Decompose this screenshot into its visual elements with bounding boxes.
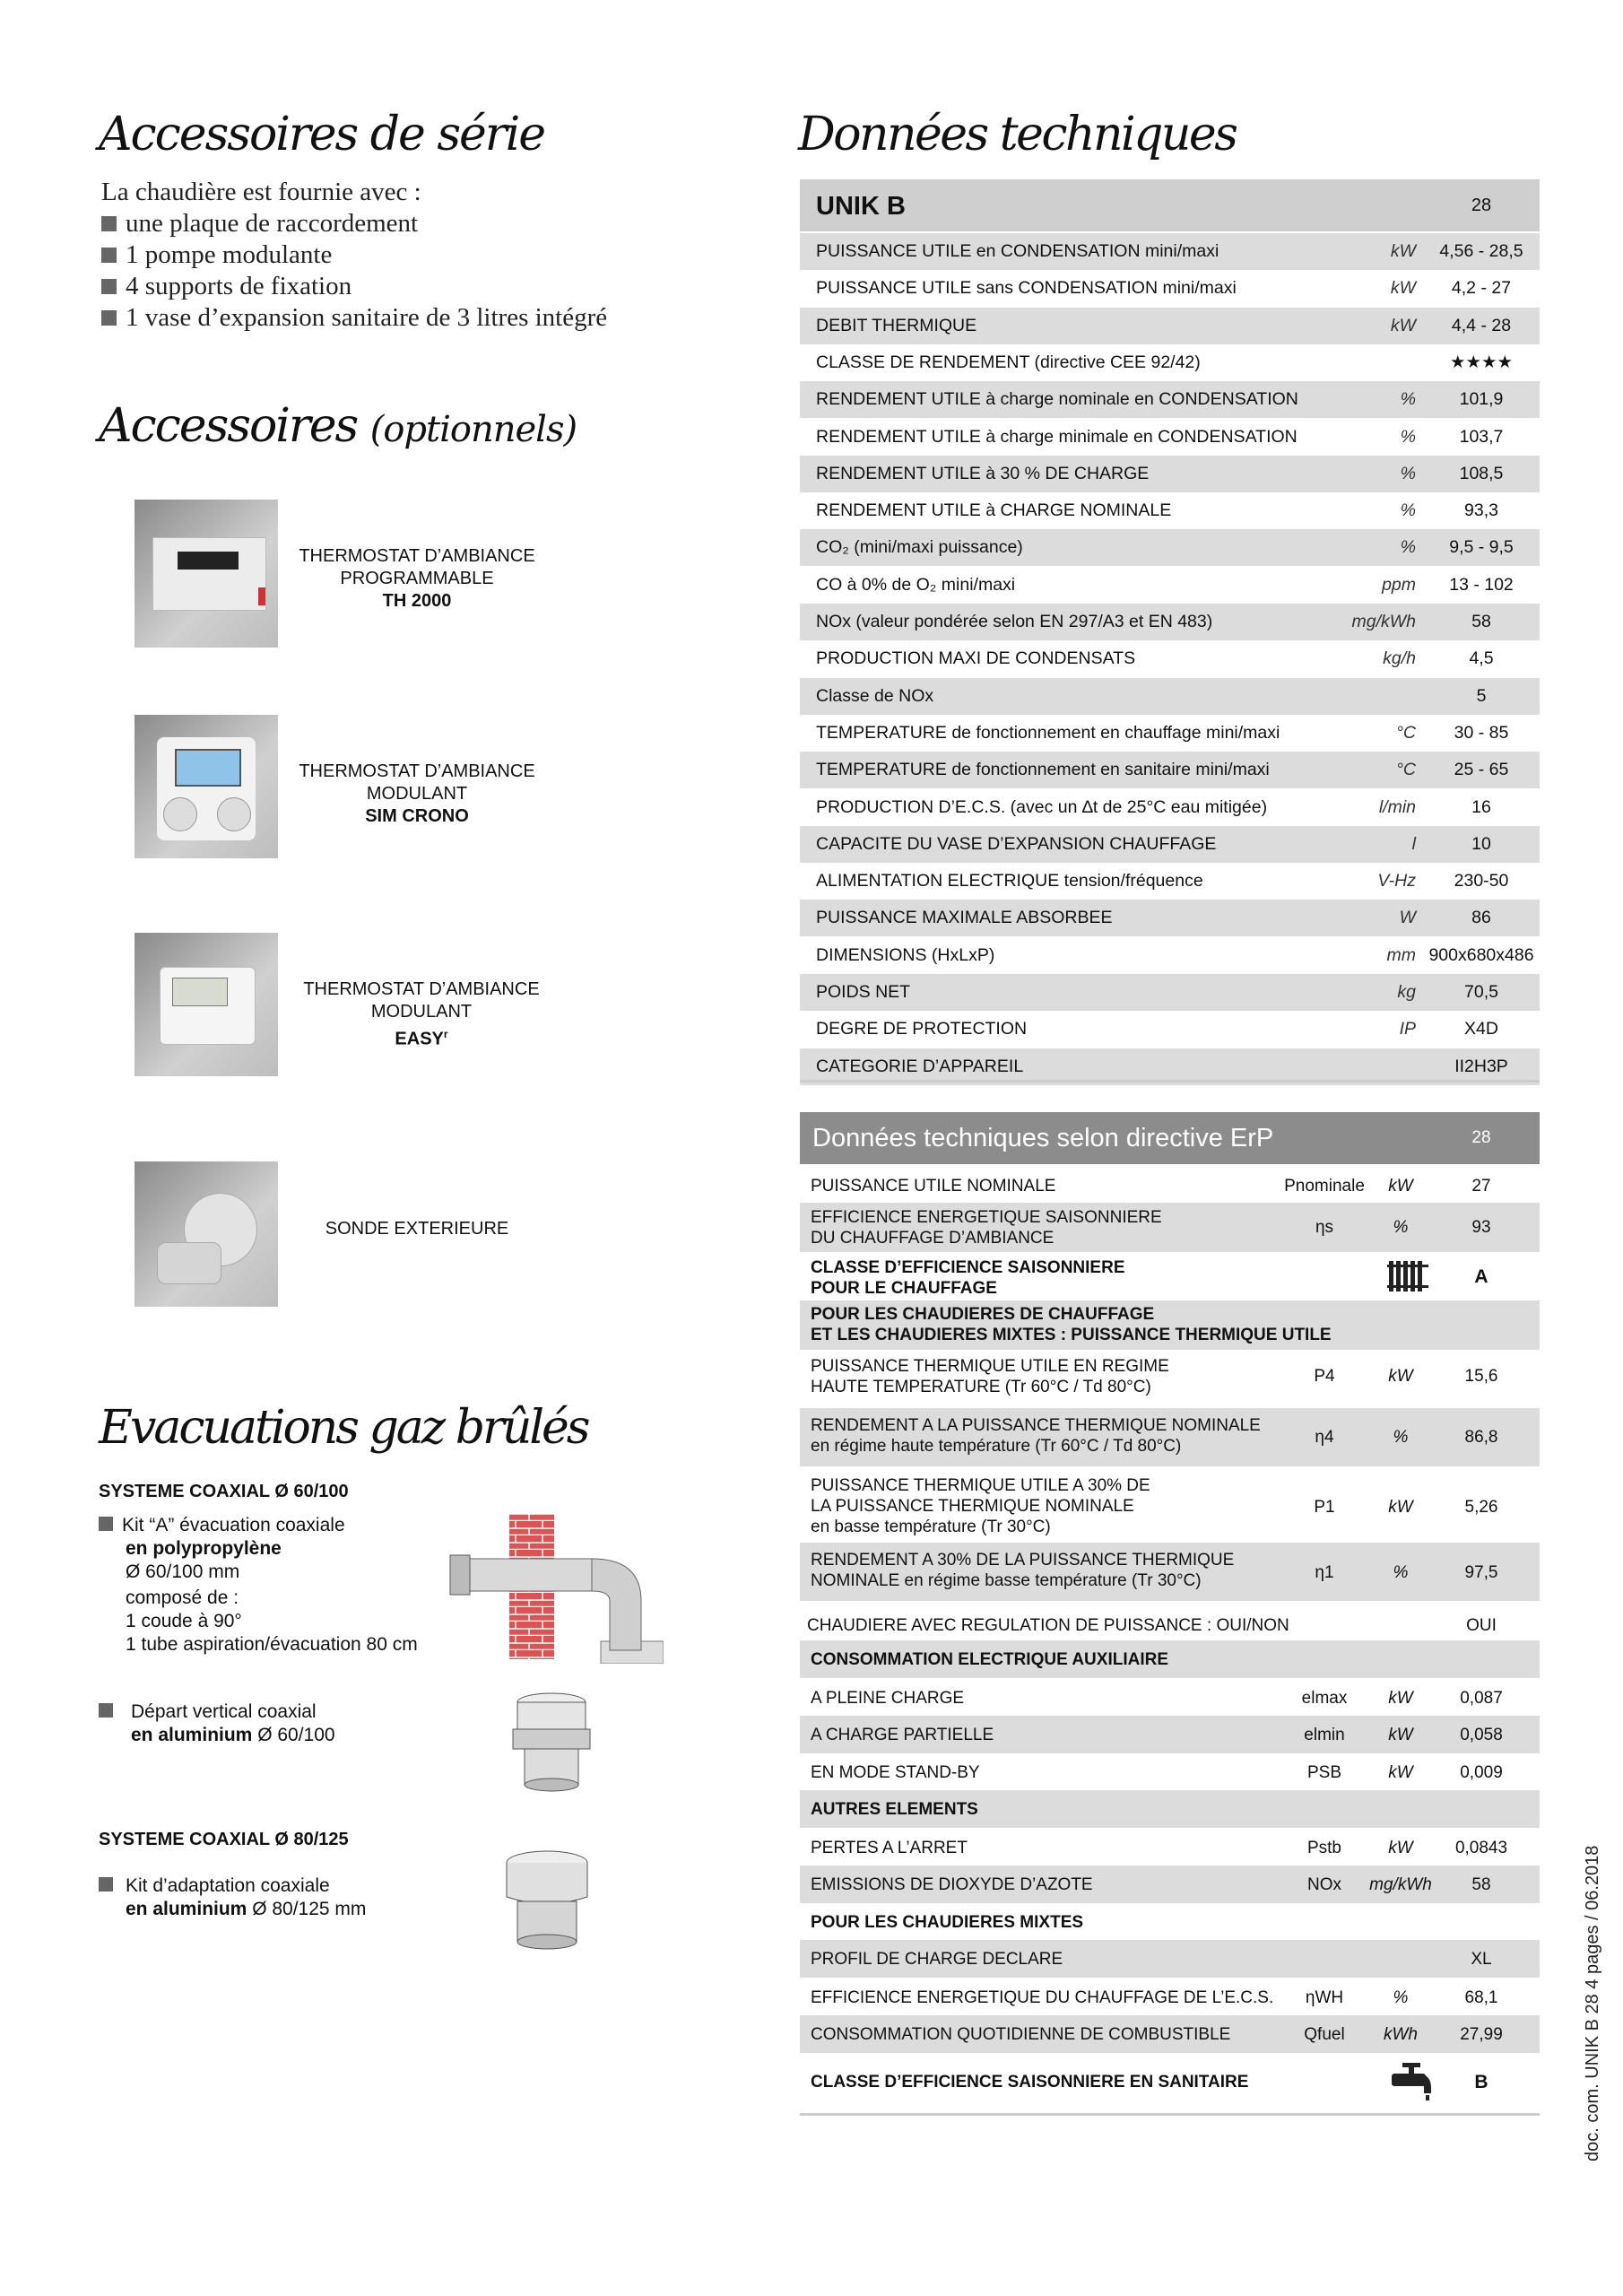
- list-item: une plaque de raccordement: [101, 208, 607, 239]
- row-value: 101,9: [1459, 389, 1504, 410]
- row-value: II2H3P: [1454, 1056, 1508, 1076]
- row-label: RENDEMENT UTILE à 30 % DE CHARGE: [816, 463, 1150, 483]
- erp-label: EMISSIONS DE DIOXYDE D’AZOTE: [811, 1875, 1093, 1894]
- table-row: [800, 715, 1540, 752]
- product-label: THERMOSTAT D’AMBIANCE MODULANT EASY$^r$: [303, 979, 540, 1049]
- erp-symbol: ηWH: [1305, 1988, 1344, 2007]
- systeme-60-100-title: SYSTEME COAXIAL Ø 60/100: [99, 1482, 349, 1501]
- table-row: [800, 419, 1540, 456]
- row-label: RENDEMENT UTILE à charge nominale en CONDENSATION: [816, 389, 1298, 410]
- erp-label: PUISSANCE THERMIQUE UTILE EN REGIME HAUTE TEMPERATURE (Tr 60°C / Td 80°C): [811, 1357, 1169, 1396]
- product-label: THERMOSTAT D’AMBIANCE MODULANT SIM CRONO: [299, 761, 535, 826]
- erp-unit: kW: [1388, 1367, 1413, 1386]
- table-row: [800, 937, 1540, 974]
- kit-a-illustration: [448, 1507, 664, 1664]
- erp-unit: %: [1393, 1563, 1409, 1582]
- depart-vertical-description: Départ vertical coaxial en aluminium Ø 60/100: [99, 1700, 335, 1747]
- row-value: 9,5 - 9,5: [1449, 537, 1514, 558]
- erp-symbol: η1: [1315, 1563, 1334, 1582]
- erp-section-label: POUR LES CHAUDIERES MIXTES: [811, 1913, 1084, 1932]
- erp-label: PUISSANCE THERMIQUE UTILE A 30% DE LA PUISSANCE THERMIQUE NOMINALE en basse température (Tr 30°C): [811, 1476, 1150, 1536]
- thermostat-sim-crono-image: [135, 715, 278, 858]
- erp-label: CLASSE D’EFFICIENCE SAISONNIERE EN SANITAIRE: [811, 2073, 1249, 2092]
- row-value: 86: [1471, 908, 1491, 928]
- erp-label: PUISSANCE UTILE NOMINALE: [811, 1177, 1056, 1196]
- row-label: RENDEMENT UTILE à charge minimale en CONDENSATION: [816, 426, 1298, 447]
- erp-unit: %: [1393, 1988, 1409, 2007]
- table-row: [800, 752, 1540, 788]
- erp-symbol: ηs: [1315, 1218, 1334, 1237]
- erp-label: EFFICIENCE ENERGETIQUE DU CHAUFFAGE DE L’E.C.S.: [811, 1988, 1274, 2007]
- erp-label: EN MODE STAND-BY: [811, 1763, 980, 1782]
- thermostat-th2000-image: [135, 500, 278, 648]
- row-value: 4,5: [1469, 648, 1494, 669]
- erp-unit: kW: [1388, 1498, 1413, 1517]
- erp-label: CLASSE D’EFFICIENCE SAISONNIERE POUR LE CHAUFFAGE: [811, 1258, 1125, 1298]
- row-value: 25 - 65: [1454, 760, 1509, 780]
- erp-symbol: P4: [1314, 1367, 1335, 1386]
- erp-value: 0,058: [1460, 1726, 1503, 1744]
- erp-label: RENDEMENT A 30% DE LA PUISSANCE THERMIQUE NOMINALE en régime basse température (Tr 30°C): [811, 1551, 1235, 1590]
- row-value: 4,2 - 27: [1451, 278, 1512, 299]
- systeme-80-125-title: SYSTEME COAXIAL Ø 80/125: [99, 1830, 349, 1849]
- thermostat-easy-image: [135, 933, 278, 1076]
- list-item: 1 vase d’expansion sanitaire de 3 litres intégré: [101, 302, 607, 334]
- row-label: RENDEMENT UTILE à CHARGE NOMINALE: [816, 500, 1172, 521]
- row-label: CLASSE DE RENDEMENT (directive CEE 92/42): [816, 352, 1201, 372]
- erp-title: Données techniques selon directive ErP: [812, 1124, 1274, 1152]
- erp-label: A PLEINE CHARGE: [811, 1689, 965, 1708]
- row-label: TEMPERATURE de fonctionnement en sanitaire mini/maxi: [816, 760, 1270, 780]
- row-unit: IP: [1399, 1019, 1416, 1039]
- row-value: 230-50: [1454, 871, 1509, 891]
- row-unit: kg: [1397, 982, 1416, 1002]
- list-item: 4 supports de fixation: [101, 271, 607, 302]
- row-value: 103,7: [1459, 426, 1504, 447]
- row-unit: V-Hz: [1377, 871, 1416, 891]
- table-row: [800, 789, 1540, 826]
- row-value: 58: [1471, 612, 1491, 631]
- erp-unit: kW: [1388, 1763, 1413, 1782]
- erp-symbol: elmin: [1304, 1726, 1345, 1744]
- erp-section-label: CONSOMMATION ELECTRIQUE AUXILIAIRE: [811, 1650, 1168, 1669]
- row-value: 5: [1476, 685, 1487, 706]
- donnees-techniques-title: Données techniques: [798, 108, 1237, 161]
- table-row: [800, 900, 1540, 936]
- table-row: [800, 1011, 1540, 1048]
- erp-unit: %: [1393, 1428, 1409, 1447]
- list-item: 1 pompe modulante: [101, 239, 607, 271]
- row-unit: °C: [1396, 760, 1416, 780]
- table-row: [800, 678, 1540, 715]
- row-label: DIMENSIONS (HxLxP): [816, 944, 995, 965]
- erp-value: 0,0843: [1454, 1839, 1508, 1857]
- table-row: [800, 344, 1540, 381]
- erp-value: A: [1474, 1266, 1488, 1287]
- kit-adaptation-description: Kit d’adaptation coaxiale en aluminium Ø 80/125 mm: [99, 1874, 366, 1921]
- row-label: DEGRE DE PROTECTION: [816, 1019, 1028, 1039]
- erp-column: 28: [1471, 1128, 1491, 1147]
- erp-header: [800, 1112, 1540, 1164]
- depart-vertical-illustration: [502, 1686, 601, 1794]
- row-value: X4D: [1464, 1019, 1498, 1039]
- table-row: [800, 529, 1540, 566]
- row-value: 16: [1471, 796, 1491, 817]
- erp-unit: kW: [1388, 1726, 1413, 1744]
- row-label: TEMPERATURE de fonctionnement en chauffage mini/maxi: [816, 722, 1280, 743]
- erp-value: 58: [1471, 1875, 1491, 1894]
- row-label: PRODUCTION D’E.C.S. (avec un ∆t de 25°C eau mitigée): [816, 796, 1268, 817]
- erp-label: PROFIL DE CHARGE DECLARE: [811, 1950, 1063, 1969]
- row-label: PUISSANCE UTILE en CONDENSATION mini/maxi: [816, 241, 1219, 261]
- erp-value: 27: [1471, 1177, 1491, 1196]
- erp-section-label: AUTRES ELEMENTS: [811, 1800, 978, 1819]
- kit-a-description: Kit “A” évacuation coaxiale en polypropylène Ø 60/100 mm composé de : 1 coude à 90° 1 tube aspiration/évacuation 80 cm: [99, 1514, 418, 1657]
- row-unit: %: [1400, 500, 1416, 521]
- row-unit: l: [1411, 833, 1416, 854]
- erp-value: 5,26: [1464, 1498, 1498, 1517]
- erp-symbol: Pnominale: [1284, 1177, 1365, 1196]
- row-label: PUISSANCE UTILE sans CONDENSATION mini/maxi: [816, 278, 1237, 299]
- table-row: [800, 567, 1540, 604]
- table-row: [800, 604, 1540, 640]
- kit-adaptation-illustration: [498, 1843, 596, 1955]
- serie-intro: La chaudière est fournie avec :: [101, 178, 421, 206]
- erp-section-label: POUR LES CHAUDIERES DE CHAUFFAGE ET LES CHAUDIERES MIXTES : PUISSANCE THERMIQUE UTILE: [811, 1305, 1332, 1344]
- model-column: 28: [1471, 196, 1492, 215]
- erp-value: 15,6: [1464, 1367, 1498, 1386]
- row-value: 10: [1471, 833, 1491, 854]
- row-value: 4,4 - 28: [1451, 315, 1512, 335]
- row-unit: mm: [1386, 944, 1416, 965]
- row-label: NOx (valeur pondérée selon EN 297/A3 et EN 483): [816, 612, 1213, 631]
- erp-value: OUI: [1466, 1616, 1497, 1635]
- erp-label: EFFICIENCE ENERGETIQUE SAISONNIERE DU CHAUFFAGE D’AMBIANCE: [811, 1208, 1162, 1248]
- table-row: [800, 863, 1540, 900]
- erp-symbol: Pstb: [1306, 1839, 1342, 1857]
- row-label: PRODUCTION MAXI DE CONDENSATS: [816, 648, 1136, 669]
- row-value: 93,3: [1464, 500, 1498, 521]
- erp-value: 68,1: [1464, 1988, 1498, 2007]
- table-row: [800, 974, 1540, 1011]
- erp-label: CHAUDIERE AVEC REGULATION DE PUISSANCE : OUI/NON: [807, 1616, 1289, 1635]
- row-unit: %: [1400, 463, 1416, 483]
- row-label: PUISSANCE MAXIMALE ABSORBEE: [816, 908, 1113, 928]
- row-label: DEBIT THERMIQUE: [816, 315, 977, 335]
- row-label: CAPACITE DU VASE D’EXPANSION CHAUFFAGE: [816, 833, 1217, 854]
- erp-symbol: η4: [1315, 1428, 1334, 1447]
- row-unit: ppm: [1382, 574, 1416, 595]
- erp-value: 97,5: [1464, 1563, 1498, 1582]
- erp-unit: %: [1393, 1218, 1409, 1237]
- row-unit: °C: [1396, 722, 1416, 743]
- evacuations-title: Evacuations gaz brûlés: [99, 1401, 588, 1455]
- product-label: THERMOSTAT D’AMBIANCE PROGRAMMABLE TH 2000: [299, 546, 535, 611]
- table-row: [800, 233, 1540, 270]
- row-unit: W: [1399, 908, 1416, 928]
- erp-value: XL: [1471, 1950, 1492, 1969]
- table-row: [800, 456, 1540, 492]
- row-unit: %: [1400, 426, 1416, 447]
- erp-unit: kWh: [1384, 2025, 1418, 2044]
- accessoires-optionnels-title: Accessoires (optionnels): [99, 399, 577, 453]
- erp-value: 86,8: [1464, 1428, 1498, 1447]
- model-name: UNIK B: [816, 192, 906, 221]
- table-row: [800, 308, 1540, 344]
- row-value: 13 - 102: [1449, 574, 1514, 595]
- erp-value: 27,99: [1460, 2025, 1503, 2044]
- row-label: CO₂ (mini/maxi puissance): [816, 537, 1023, 558]
- erp-label: CONSOMMATION QUOTIDIENNE DE COMBUSTIBLE: [811, 2025, 1231, 2044]
- erp-value: 93: [1471, 1218, 1491, 1237]
- table-row: [800, 381, 1540, 418]
- row-label: Classe de NOx: [816, 685, 934, 706]
- erp-unit: mg/kWh: [1369, 1875, 1432, 1894]
- erp-value: 0,009: [1460, 1763, 1503, 1782]
- doc-reference: doc. com. UNIK B 28 4 pages / 06.2018: [1583, 1845, 1602, 2161]
- table-row: [800, 826, 1540, 863]
- serie-list: [101, 177, 607, 334]
- row-unit: kW: [1390, 278, 1416, 299]
- row-label: POIDS NET: [816, 982, 911, 1002]
- row-value: 4,56 - 28,5: [1439, 241, 1523, 261]
- erp-value: B: [1474, 2072, 1488, 2092]
- table-row: [800, 270, 1540, 307]
- erp-unit: kW: [1388, 1839, 1413, 1857]
- row-unit: kW: [1390, 315, 1416, 335]
- row-unit: mg/kWh: [1351, 612, 1416, 631]
- erp-unit: kW: [1388, 1177, 1413, 1196]
- table-row: [800, 640, 1540, 677]
- tech-table-header: [800, 179, 1540, 231]
- erp-symbol: elmax: [1301, 1689, 1348, 1708]
- erp-unit: kW: [1388, 1689, 1413, 1708]
- row-label: CATEGORIE D’APPAREIL: [816, 1056, 1024, 1076]
- row-unit: kg/h: [1383, 648, 1416, 669]
- row-label: ALIMENTATION ELECTRIQUE tension/fréquence: [816, 871, 1203, 891]
- row-value: 70,5: [1464, 982, 1498, 1002]
- row-value: 30 - 85: [1454, 722, 1509, 743]
- sonde-exterieure-image: [135, 1161, 278, 1307]
- accessoires-serie-title: Accessoires de série: [99, 108, 545, 161]
- row-unit: kW: [1390, 241, 1416, 261]
- erp-label: PERTES A L’ARRET: [811, 1839, 968, 1857]
- erp-symbol: PSB: [1306, 1763, 1342, 1782]
- row-value: 108,5: [1459, 463, 1504, 483]
- row-value: 900x680x486: [1428, 944, 1534, 965]
- erp-value: 0,087: [1460, 1689, 1503, 1708]
- product-label: SONDE EXTERIEURE: [325, 1219, 509, 1239]
- erp-label: RENDEMENT A LA PUISSANCE THERMIQUE NOMINALE en régime haute température (Tr 60°C / Td 80°C): [811, 1416, 1261, 1456]
- table-row: [800, 492, 1540, 529]
- erp-symbol: NOx: [1307, 1875, 1341, 1894]
- row-label: CO à 0% de O₂ mini/maxi: [816, 574, 1016, 595]
- erp-label: A CHARGE PARTIELLE: [811, 1726, 994, 1744]
- erp-symbol: Qfuel: [1304, 2025, 1345, 2044]
- row-value: ★★★★: [1450, 352, 1513, 372]
- row-unit: %: [1400, 389, 1416, 410]
- erp-symbol: P1: [1314, 1498, 1335, 1517]
- row-unit: %: [1400, 537, 1416, 558]
- row-unit: l/min: [1378, 796, 1416, 817]
